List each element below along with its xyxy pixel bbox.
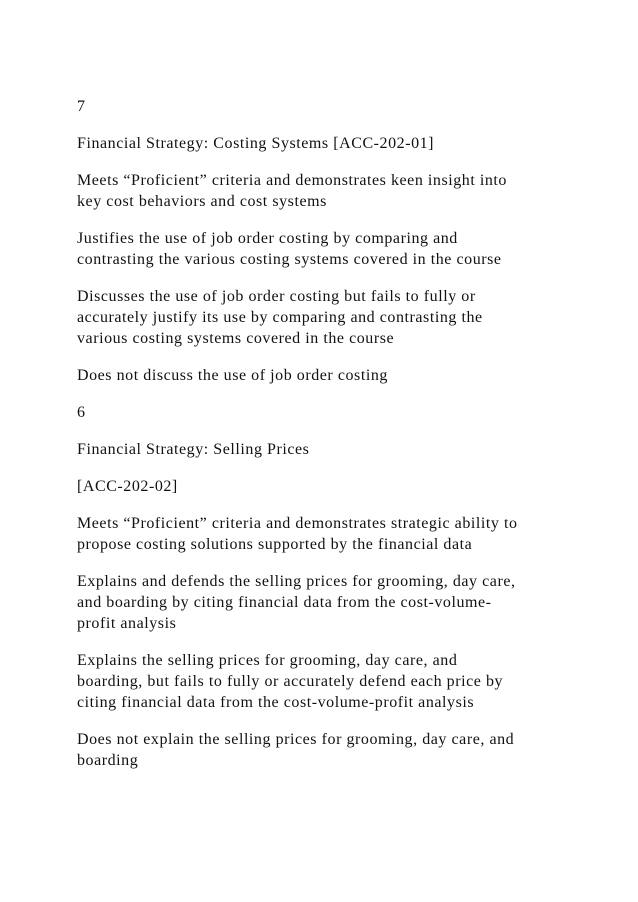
text-line: profit analysis bbox=[77, 615, 177, 632]
text-line: Financial Strategy: Selling Prices bbox=[77, 441, 310, 458]
text-line: propose costing solutions supported by the financial data bbox=[77, 536, 473, 553]
text-line: 6 bbox=[77, 404, 86, 421]
text-line: Meets “Proficient” criteria and demonstrates keen insight into bbox=[77, 172, 507, 189]
text-line: boarding, but fails to fully or accurately defend each price by bbox=[77, 673, 504, 690]
exemplary-description-prices bbox=[77, 513, 597, 555]
criterion-heading-costing-systems bbox=[77, 133, 597, 154]
text-line: boarding bbox=[77, 752, 139, 769]
text-line: citing financial data from the cost-volume-profit analysis bbox=[77, 694, 475, 711]
text-line: Financial Strategy: Costing Systems [ACC-202-01] bbox=[77, 135, 435, 152]
text-line: [ACC-202-02] bbox=[77, 478, 178, 495]
text-line: Explains and defends the selling prices for grooming, day care, bbox=[77, 573, 516, 590]
text-line: contrasting the various costing systems covered in the course bbox=[77, 251, 502, 268]
score-7 bbox=[77, 96, 597, 117]
criterion-code-selling-prices bbox=[77, 476, 597, 497]
needs-improvement-description-costing bbox=[77, 286, 597, 349]
text-line: Does not discuss the use of job order costing bbox=[77, 367, 388, 384]
proficient-description-prices bbox=[77, 571, 597, 634]
document-body bbox=[77, 96, 597, 787]
not-evident-description-costing bbox=[77, 365, 597, 386]
exemplary-description-costing bbox=[77, 170, 597, 212]
text-line: key cost behaviors and cost systems bbox=[77, 193, 327, 210]
not-evident-description-prices bbox=[77, 729, 597, 771]
proficient-description-costing bbox=[77, 228, 597, 270]
needs-improvement-description-prices bbox=[77, 650, 597, 713]
text-line: 7 bbox=[77, 98, 86, 115]
criterion-heading-selling-prices bbox=[77, 439, 597, 460]
text-line: accurately justify its use by comparing and contrasting the bbox=[77, 309, 483, 326]
score-6 bbox=[77, 402, 597, 423]
text-line: Meets “Proficient” criteria and demonstrates strategic ability to bbox=[77, 515, 518, 532]
text-line: Does not explain the selling prices for grooming, day care, and bbox=[77, 731, 515, 748]
text-line: Explains the selling prices for grooming, day care, and bbox=[77, 652, 458, 669]
text-line: various costing systems covered in the course bbox=[77, 330, 395, 347]
text-line: Justifies the use of job order costing by comparing and bbox=[77, 230, 458, 247]
text-line: and boarding by citing financial data from the cost-volume- bbox=[77, 594, 492, 611]
text-line: Discusses the use of job order costing but fails to fully or bbox=[77, 288, 476, 305]
